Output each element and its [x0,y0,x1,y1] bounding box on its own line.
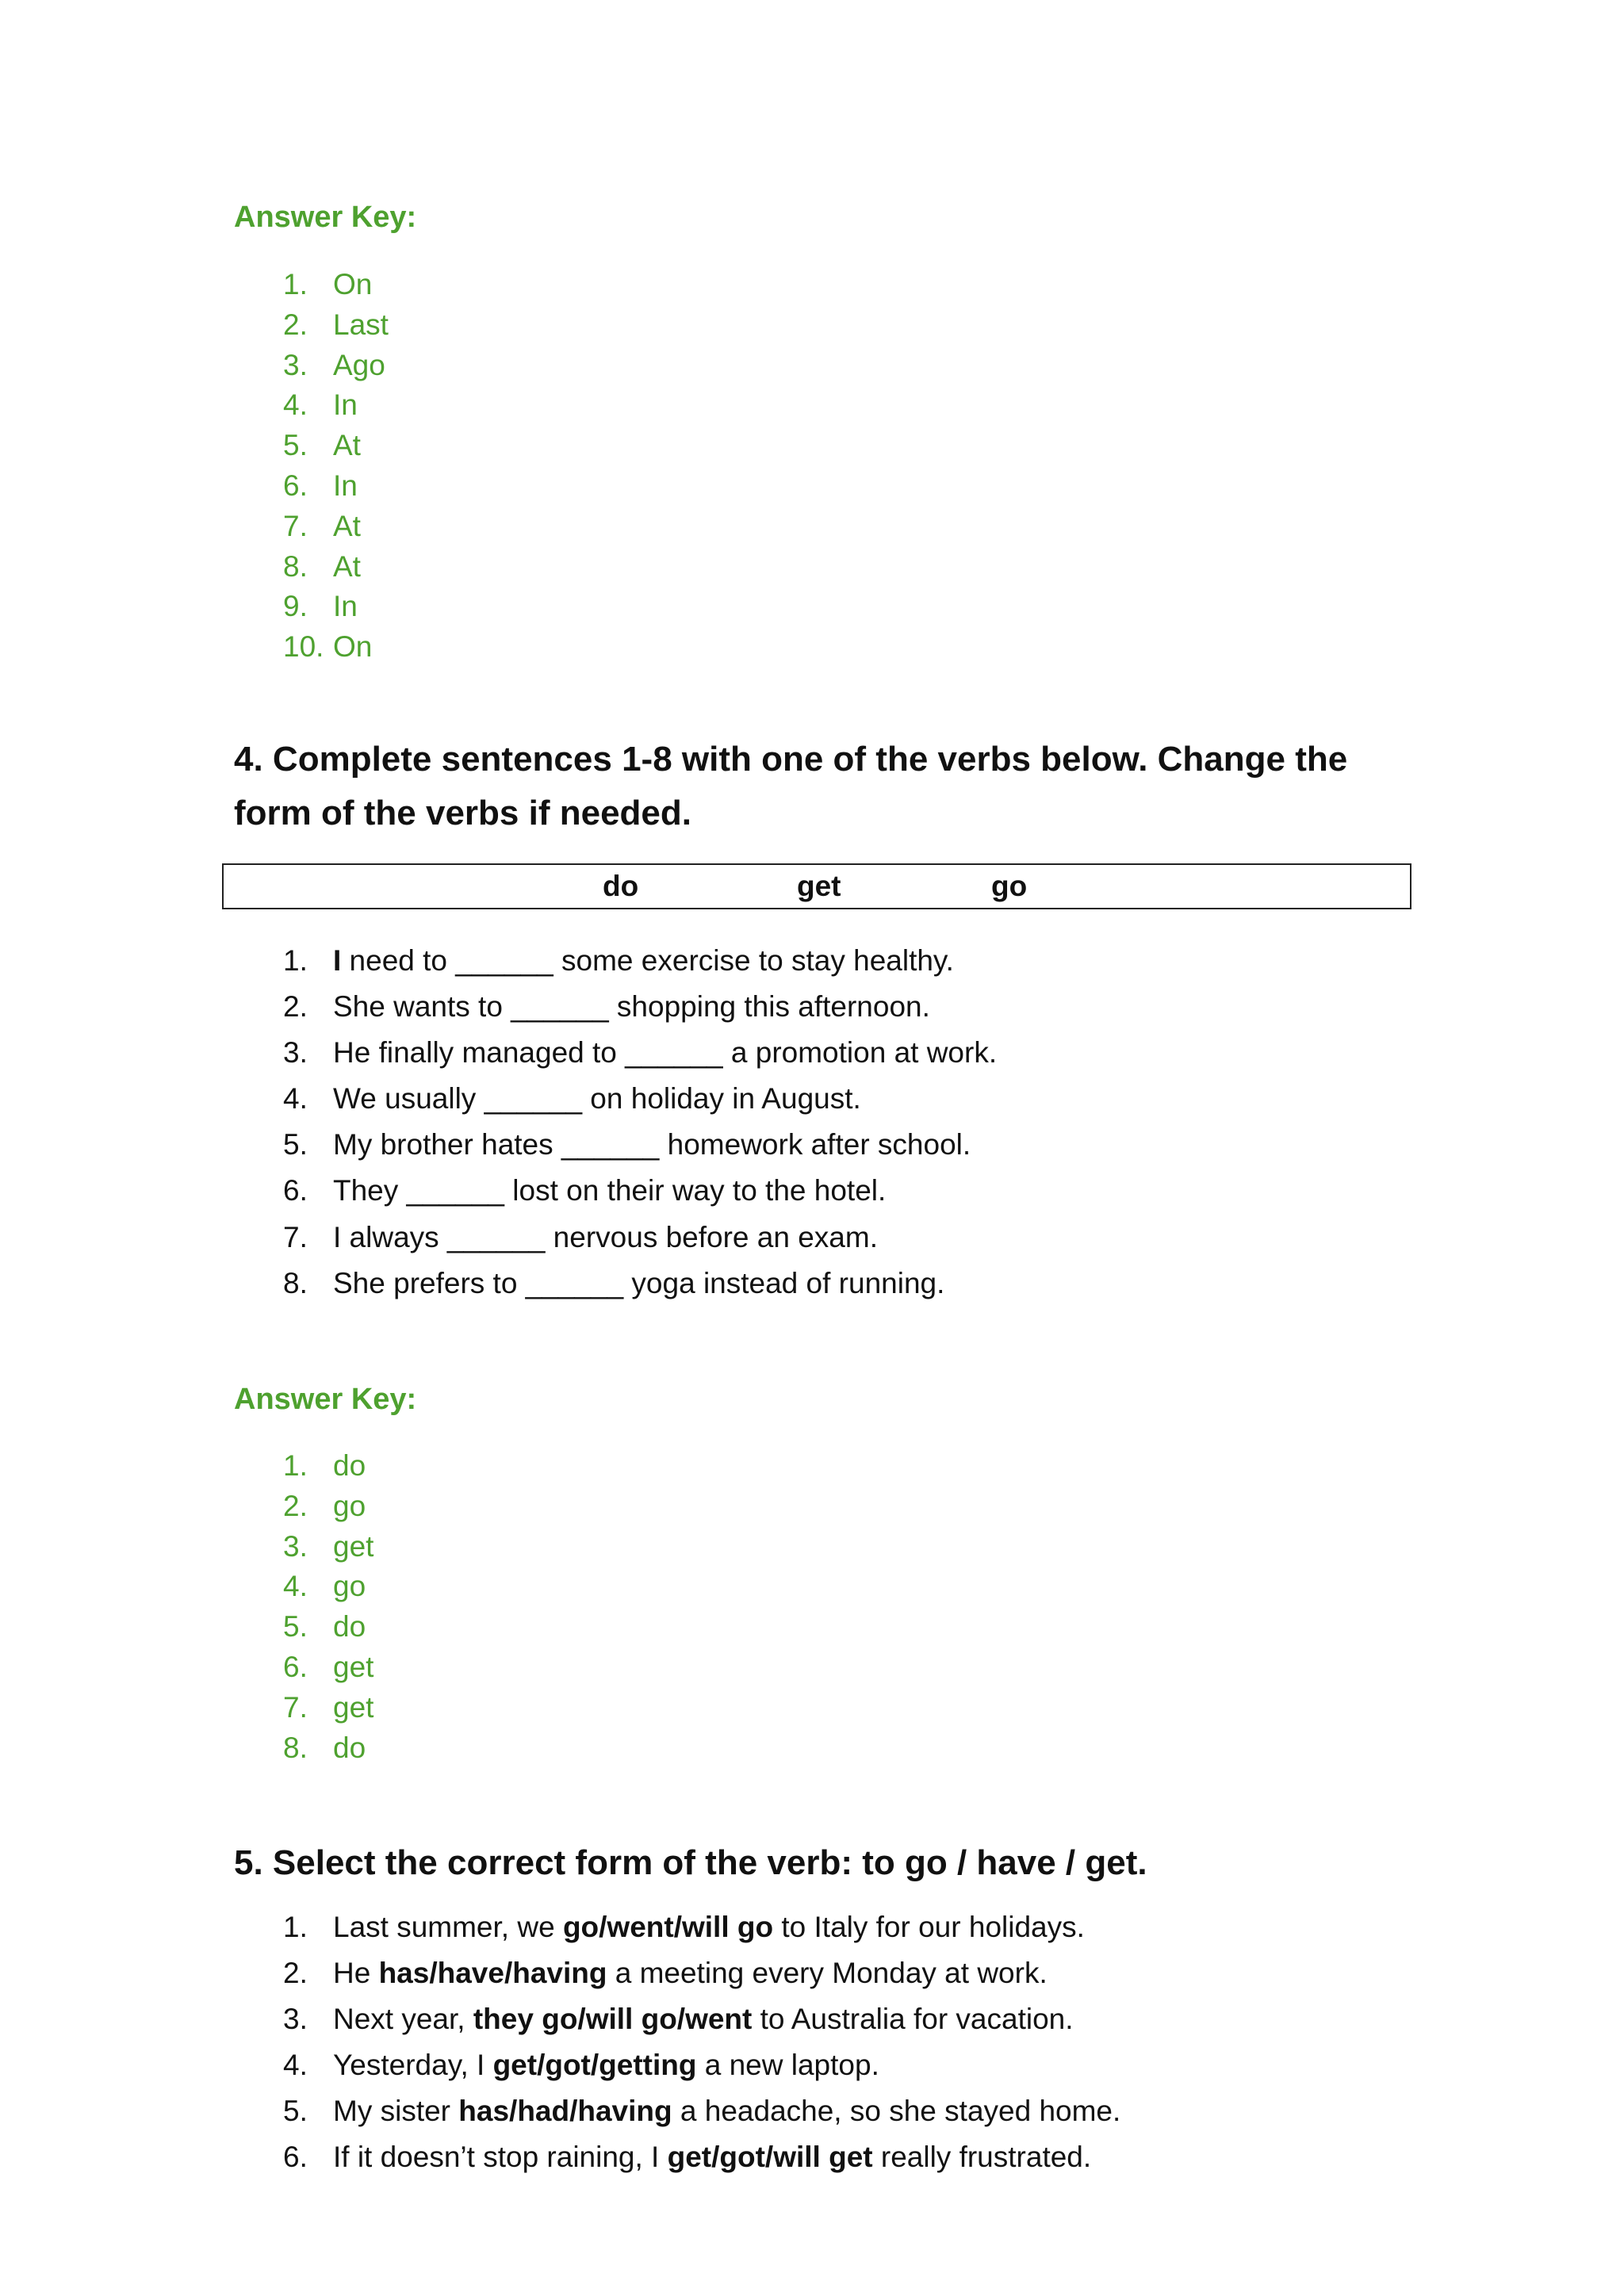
item-number: 3. [283,2003,308,2036]
item-number: 7. [283,509,308,542]
answer-text: At [333,549,361,583]
sentence-text: a new laptop. [696,2049,879,2082]
item-number: 1. [283,1449,308,1482]
sentence-text: Last summer, we [333,1911,563,1943]
item-number: 8. [283,1731,308,1764]
question-item [234,1996,1120,2042]
item-number: 3. [283,1036,308,1070]
item-number: 6. [283,469,308,502]
item-number: 1. [283,944,308,977]
answer-key-item [234,1647,373,1688]
question-item [234,1122,997,1168]
sentence-text: They ______ lost on their way to the hotel. [333,1174,887,1207]
sentence-text: a headache, so she stayed home. [672,2095,1121,2128]
section-5-question-list [234,1904,1120,2181]
sentence-text: She prefers to ______ yoga instead of running. [333,1266,945,1299]
sentence-text: We usually ______ on holiday in August. [333,1082,861,1115]
answer-key-list-section-3 [234,265,389,668]
answer-key-item [234,1567,373,1607]
verb-options-text: has/had/having [458,2095,672,2128]
item-number: 8. [283,549,308,583]
item-number: 4. [283,388,308,422]
answer-text: In [333,388,358,422]
item-number: 9. [283,590,308,623]
sentence-text: to Italy for our holidays. [773,1911,1085,1943]
question-item [234,1030,997,1076]
answer-text: Ago [333,348,385,381]
answer-text: In [333,469,358,502]
question-item [234,984,997,1030]
item-number: 7. [283,1690,308,1724]
answer-key-item [234,627,389,668]
answer-text: get [333,1650,374,1683]
answer-text: Last [333,308,389,341]
item-number: 2. [283,308,308,341]
verb-bank-word: do [603,870,639,902]
item-number: 1. [283,1911,308,1943]
item-number: 6. [283,1650,308,1683]
sentence-text: Next year, [333,2003,473,2036]
item-number: 4. [283,1570,308,1603]
answer-key-item [234,466,389,507]
sentence-text: My brother hates ______ homework after school. [333,1128,971,1161]
question-item [234,2088,1120,2134]
answer-key-item [234,1728,373,1769]
answer-text: do [333,1610,366,1644]
verb-options-text: get/got/getting [492,2049,697,2082]
verb-options-text: get/got/will get [667,2141,873,2174]
answer-key-item [234,1607,373,1647]
answer-text: On [333,268,373,300]
verb-options-text: has/have/having [378,1957,607,1990]
verb-options-text: they go/will go/went [473,2003,753,2036]
answer-text: get [333,1690,374,1724]
answer-key-item [234,587,389,627]
item-number: 6. [283,1174,308,1207]
answer-text: At [333,429,361,462]
answer-key-item [234,1446,373,1487]
sentence-text: Yesterday, I [333,2049,493,2082]
answer-key-item [234,1487,373,1527]
question-item [234,1076,997,1122]
verb-bank-word: get [797,870,841,902]
verb-options-text: I [333,944,342,977]
sentence-text: He [333,1957,379,1990]
answer-text: do [333,1731,366,1764]
answer-key-item [234,1688,373,1728]
answer-text: do [333,1449,366,1482]
item-number: 5. [283,1128,308,1161]
question-item [234,2042,1120,2088]
answer-key-item [234,547,389,587]
item-number: 10. [283,630,324,664]
answer-key-item [234,385,389,426]
question-item [234,1950,1120,1996]
section-4-title: 4. Complete sentences 1-8 with one of the verbs below. Change the form of the verbs if needed. [234,740,1348,832]
question-item [234,2134,1120,2180]
sentence-text: a meeting every Monday at work. [607,1957,1048,1990]
question-item [234,1904,1120,1950]
sentence-text: If it doesn’t stop raining, I [333,2141,668,2174]
question-item [234,1168,997,1214]
answer-key-list-section-4 [234,1446,373,1768]
item-number: 2. [283,1489,308,1522]
sentence-text: She wants to ______ shopping this afternoon. [333,990,930,1024]
verb-bank-box [222,863,1411,909]
item-number: 2. [283,990,308,1024]
section-4-question-list [234,938,997,1307]
answer-key-item [234,305,389,346]
answer-text: In [333,590,358,623]
item-number: 1. [283,268,308,300]
answer-text: get [333,1529,374,1563]
question-item [234,1261,997,1307]
answer-key-item [234,1527,373,1567]
answer-text: go [333,1489,366,1522]
item-number: 2. [283,1957,308,1990]
sentence-text: My sister [333,2095,459,2128]
answer-key-item [234,346,389,386]
answer-key-item [234,265,389,305]
question-item [234,938,997,984]
item-number: 4. [283,2049,308,2082]
verb-options-text: go/went/will go [562,1911,774,1943]
item-number: 4. [283,1082,308,1115]
answer-text: On [333,630,373,664]
item-number: 5. [283,2095,308,2128]
section-5-title: 5. Select the correct form of the verb: to go / have / get. [234,1843,1147,1882]
sentence-text: really frustrated. [872,2141,1092,2174]
answer-key-item [234,507,389,547]
item-number: 5. [283,429,308,462]
answer-text: go [333,1570,366,1603]
answer-key-heading-section-3: Answer Key: [234,201,417,234]
item-number: 6. [283,2141,308,2174]
verb-bank-word: go [991,870,1028,902]
item-number: 3. [283,348,308,381]
sentence-text: I always ______ nervous before an exam. [333,1220,878,1253]
item-number: 7. [283,1220,308,1253]
item-number: 3. [283,1529,308,1563]
question-item [234,1215,997,1261]
answer-text: At [333,509,361,542]
item-number: 8. [283,1266,308,1299]
answer-key-heading-section-4: Answer Key: [234,1383,417,1416]
item-number: 5. [283,1610,308,1644]
sentence-text: to Australia for vacation. [752,2003,1074,2036]
sentence-text: need to ______ some exercise to stay healthy. [341,944,954,977]
answer-key-item [234,426,389,466]
sentence-text: He finally managed to ______ a promotion at work. [333,1036,998,1070]
